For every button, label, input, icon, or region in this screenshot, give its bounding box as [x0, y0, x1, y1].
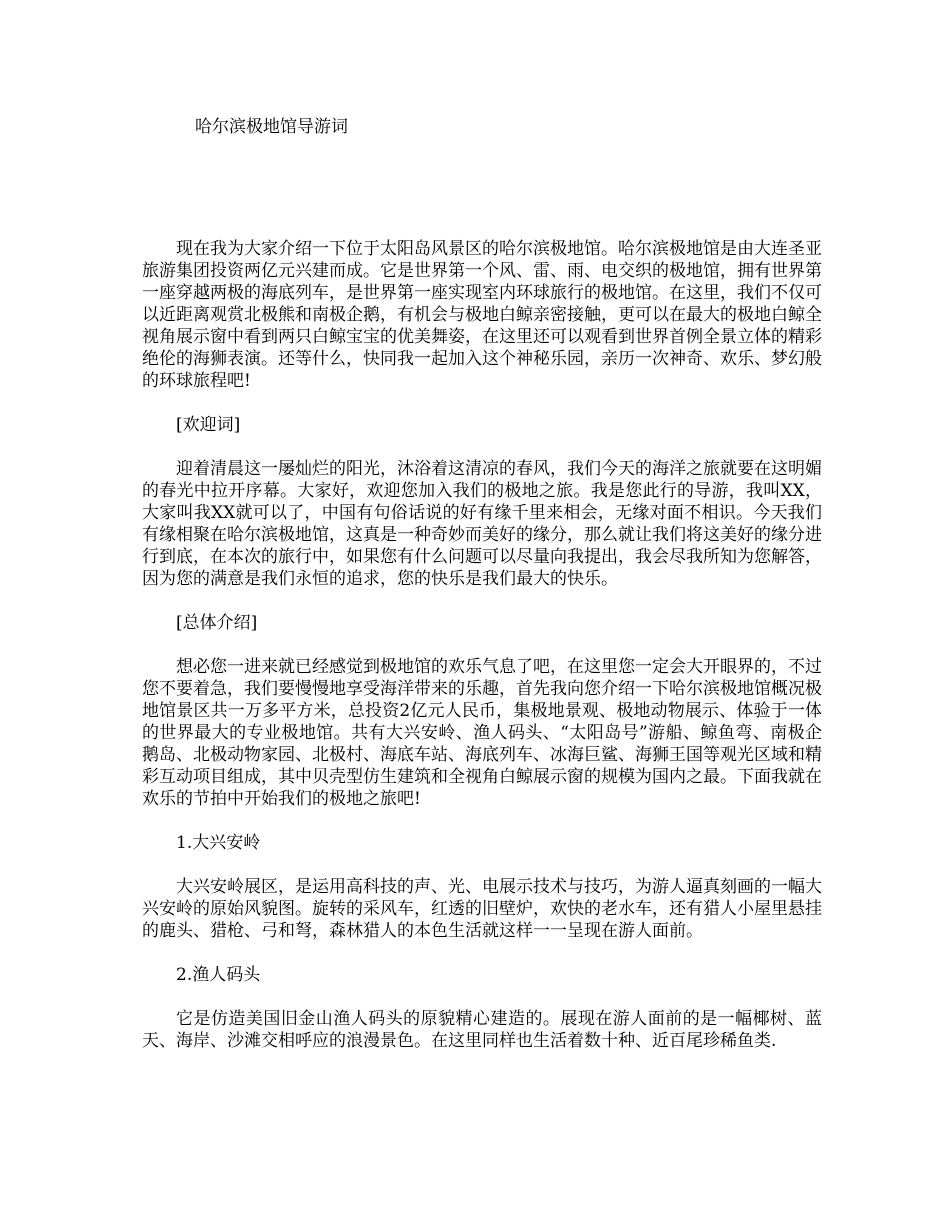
fishermans-wharf-paragraph: 它是仿造美国旧金山渔人码头的原貌精心建造的。展现在游人面前的是一幅椰树、蓝天、海岸、沙滩交相呼应的浪漫景色。在这里同样也生活着数十种、近百尾珍稀鱼类. — [142, 1009, 822, 1051]
daxinganling-paragraph: 大兴安岭展区，是运用高科技的声、光、电展示技术与技巧，为游人逼真刻画的一幅大兴安岭的原始风貌图。旋转的采风车，红透的旧壁炉，欢快的老水车，还有猎人小屋里悬挂的鹿头、猎枪、弓和弩，森林猎人的本色生活就这样一一呈现在游人面前。 — [142, 877, 822, 941]
section-heading-welcome: [欢迎词] — [176, 415, 241, 435]
document-body — [142, 238, 822, 1074]
intro-paragraph: 现在我为大家介绍一下位于太阳岛风景区的哈尔滨极地馆。哈尔滨极地馆是由大连圣亚旅游集团投资两亿元兴建而成。它是世界第一个风、雷、雨、电交织的极地馆，拥有世界第一座穿越两极的海底列车，是世界第一座实现室内环球旅行的极地馆。在这里，我们不仅可以近距离观赏北极熊和南极企鹅，有机会与极地白鲸亲密接触，更可以在最大的极地白鲸全视角展示窗中看到两只白鲸宝宝的优美舞姿，在这里还可以观看到世界首例全景立体的精彩绝伦的海狮表演。还等什么，快同我一起加入这个神秘乐园，亲历一次神奇、欢乐、梦幻般的环球旅程吧! — [142, 239, 822, 391]
overview-paragraph: 想必您一进来就已经感觉到极地馆的欢乐气息了吧，在这里您一定会大开眼界的，不过您不要着急，我们要慢慢地享受海洋带来的乐趣，首先我向您介绍一下哈尔滨极地馆概况极地馆景区共一万多平方米，总投资2亿元人民币，集极地景观、极地动物展示、体验于一体的世界最大的专业极地馆。共有大兴安岭、渔人码头、“太阳岛号”游船、鲸鱼弯、南极企鹅岛、北极动物家园、北极村、海底车站、海底列车、冰海巨鲨、海狮王国等观光区域和精彩互动项目组成，其中贝壳型仿生建筑和全视角白鲸展示窗的规模为国内之最。下面我就在欢乐的节拍中开始我们的极地之旅吧! — [142, 657, 822, 809]
document-title: 哈尔滨极地馆导游词 — [195, 117, 348, 137]
section-heading-overview: [总体介绍] — [176, 613, 258, 633]
welcome-paragraph: 迎着清晨这一屡灿烂的阳光，沐浴着这清凉的春风，我们今天的海洋之旅就要在这明媚的春光中拉开序幕。大家好，欢迎您加入我们的极地之旅。我是您此行的导游，我叫XX，大家叫我XX就可以了，中国有句俗话说的好有缘千里来相会，无缘对面不相识。今天我们有缘相聚在哈尔滨极地馆，这真是一种奇妙而美好的缘分，那么就让我们将这美好的缘分进行到底，在本次的旅行中，如果您有什么问题可以尽量向我提出，我会尽我所知为您解答，因为您的满意是我们永恒的追求，您的快乐是我们最大的快乐。 — [142, 459, 822, 589]
section-heading-fishermans-wharf: 2.渔人码头 — [176, 965, 261, 985]
section-heading-daxinganling: 1.大兴安岭 — [176, 833, 261, 853]
